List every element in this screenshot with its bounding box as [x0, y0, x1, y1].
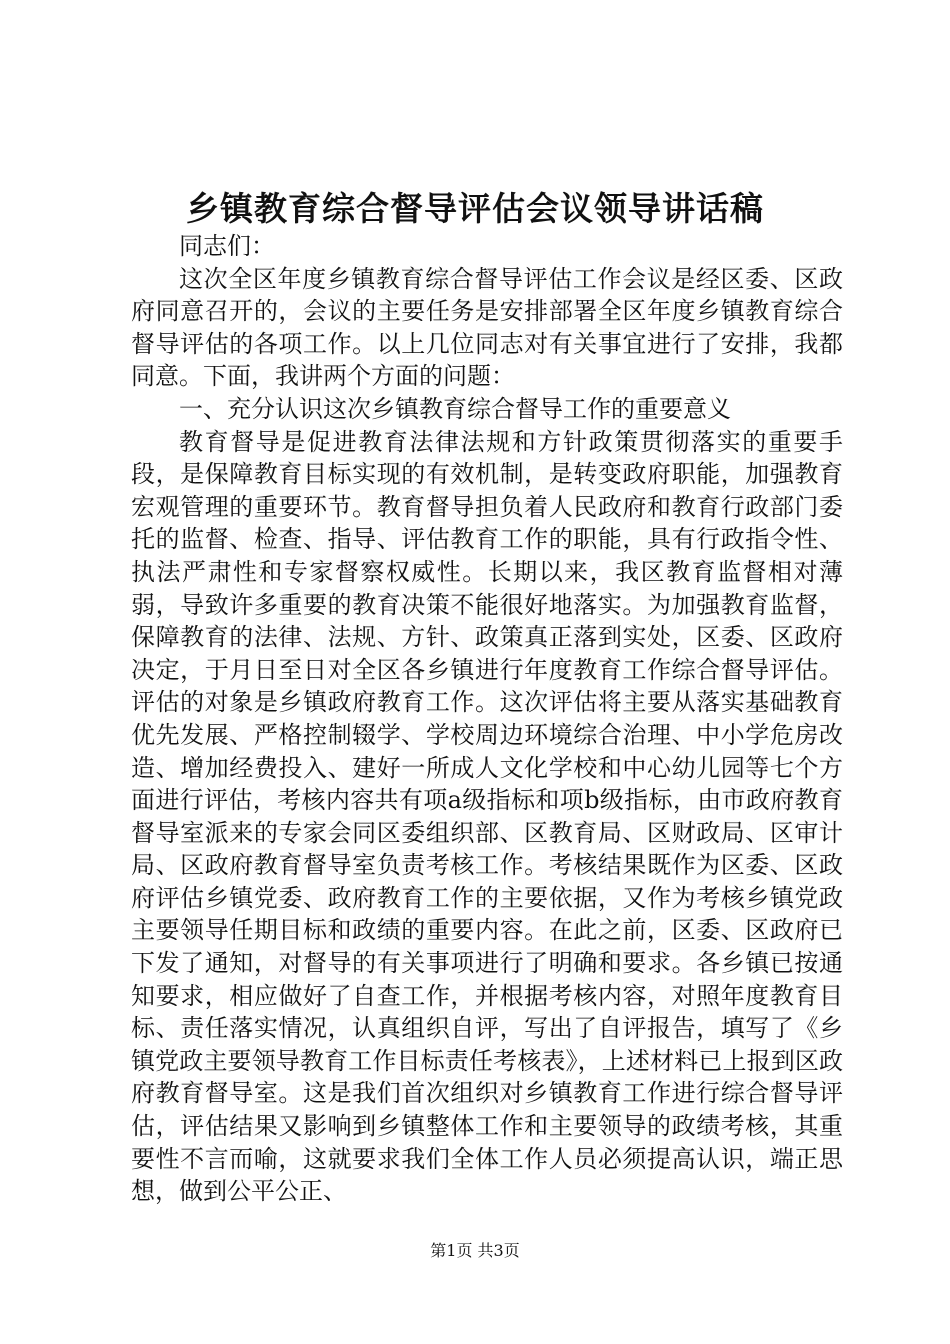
- body-paragraph: 教育督导是促进教育法律法规和方针政策贯彻落实的重要手段，是保障教育目标实现的有效机制，是转变政府职能，加强教育宏观管理的重要环节。教育督导担负着人民政府和教育行政部门委托的监督、检查、指导、评估教育工作的职能，具有行政指令性、执法严肃性和专家督察权威性。长期以来，我区教育监督相对薄弱，导致许多重要的教育决策不能很好地落实。为加强教育监督，保障教育的法律、法规、方针、政策真正落到实处，区委、区政府决定，于月日至日对全区各乡镇进行年度教育工作综合督导评估。评估的对象是乡镇政府教育工作。这次评估将主要从落实基础教育优先发展、严格控制辍学、学校周边环境综合治理、中小学危房改造、增加经费投入、建好一所成人文化学校和中心幼儿园等七个方面进行评估，考核内容共有项a级指标和项b级指标，由市政府教育督导室派来的专家会同区委组织部、区教育局、区财政局、区审计局、区政府教育督导室负责考核工作。考核结果既作为区委、区政府评估乡镇党委、政府教育工作的主要依据，又作为考核乡镇党政主要领导任期目标和政绩的重要内容。在此之前，区委、区政府已下发了通知，对督导的有关事项进行了明确和要求。各乡镇已按通知要求，相应做好了自查工作，并根据考核内容，对照年度教育目标、责任落实情况，认真组织自评，写出了自评报告，填写了《乡镇党政主要领导教育工作目标责任考核表》，上述材料已上报到区政府教育督导室。这是我们首次组织对乡镇教育工作进行综合督导评估，评估结果又影响到乡镇整体工作和主要领导的政绩考核，其重要性不言而喻，这就要求我们全体工作人员必须提高认识，端正思想，做到公平公正、: [131, 427, 843, 1206]
- page-number: 第1页 共3页: [430, 1241, 520, 1260]
- salutation-paragraph: 同志们：: [179, 232, 275, 260]
- document-body: [131, 230, 843, 1208]
- intro-paragraph: 这次全区年度乡镇教育综合督导评估工作会议是经区委、区政府同意召开的，会议的主要任务是安排部署全区年度乡镇教育综合督导评估的各项工作。以上几位同志对有关事宜进行了安排，我都同意。下面，我讲两个方面的问题：: [131, 264, 843, 391]
- document-title: 乡镇教育综合督导评估会议领导讲话稿: [186, 189, 764, 228]
- section-heading: 一、充分认识这次乡镇教育综合督导工作的重要意义: [179, 394, 731, 423]
